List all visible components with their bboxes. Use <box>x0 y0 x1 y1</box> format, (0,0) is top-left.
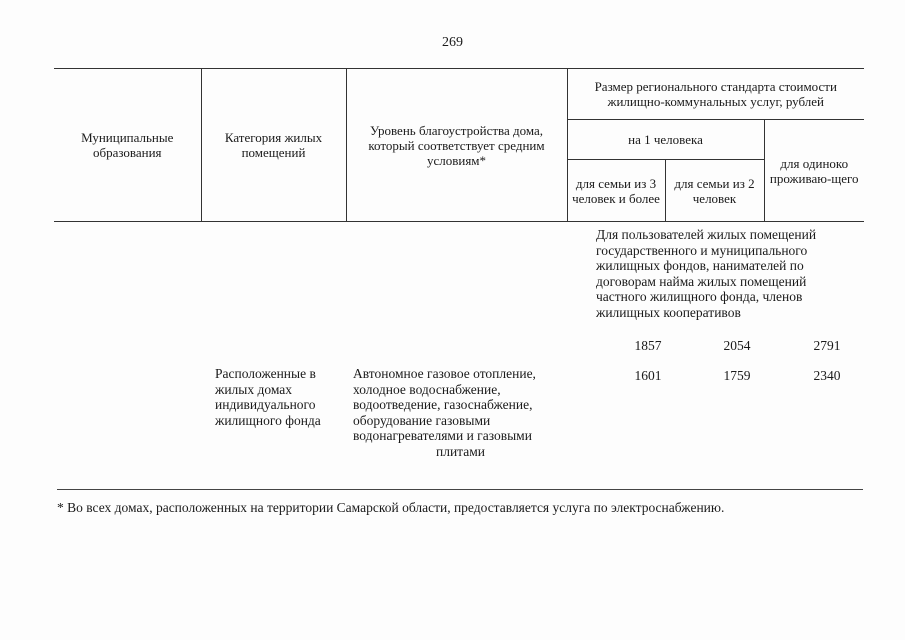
value-cell: 2340 <box>813 368 841 383</box>
table-header <box>54 68 864 222</box>
value-cell: 1857 <box>634 338 662 353</box>
header-municipal: Муниципальные образования <box>54 69 201 222</box>
header-level: Уровень благоустройства дома, который соответствует средним условиям* <box>346 69 567 222</box>
row-level-line: Автономное газовое отопление, <box>353 366 536 381</box>
row-category: Расположенные в жилых домах индивидуального жилищного фонда <box>215 366 321 428</box>
header-single: для одиноко проживаю-щего <box>764 120 864 222</box>
note-text: Для пользователей жилых помещений государственного и муниципального жилищных фондов, нанимателей по договорам найма жилых помещений частного жилищного фонда, членов жилищных кооперативов <box>596 227 817 320</box>
row-level <box>353 366 568 459</box>
value-cell: 2054 <box>723 338 751 353</box>
row-level-line: холодное водоснабжение, <box>353 381 501 397</box>
header-family2: для семьи из 2 человек <box>665 160 764 222</box>
header-family3: для семьи из 3 человек и более <box>567 160 665 222</box>
footnote: * Во всех домах, расположенных на территории Самарской области, предоставляется услуга по электроснабжению. <box>57 500 725 515</box>
row-level-line: водонагревателями и газовыми <box>353 428 532 443</box>
page-number: 269 <box>442 35 463 50</box>
header-per-person: на 1 человека <box>567 120 764 160</box>
value-cell: 1759 <box>723 368 751 383</box>
header-category: Категория жилых помещений <box>201 69 346 222</box>
row-level-line: водоотведение, газоснабжение, <box>353 397 533 412</box>
row-level-line: плитами <box>435 443 485 459</box>
header-standard: Размер регионального стандарта стоимости жилищно-коммунальных услуг, рублей <box>567 69 864 120</box>
footnote-divider <box>57 489 863 490</box>
row-level-line: оборудование газовыми <box>353 412 491 428</box>
value-cell: 2791 <box>813 338 841 353</box>
value-cell: 1601 <box>634 368 662 383</box>
